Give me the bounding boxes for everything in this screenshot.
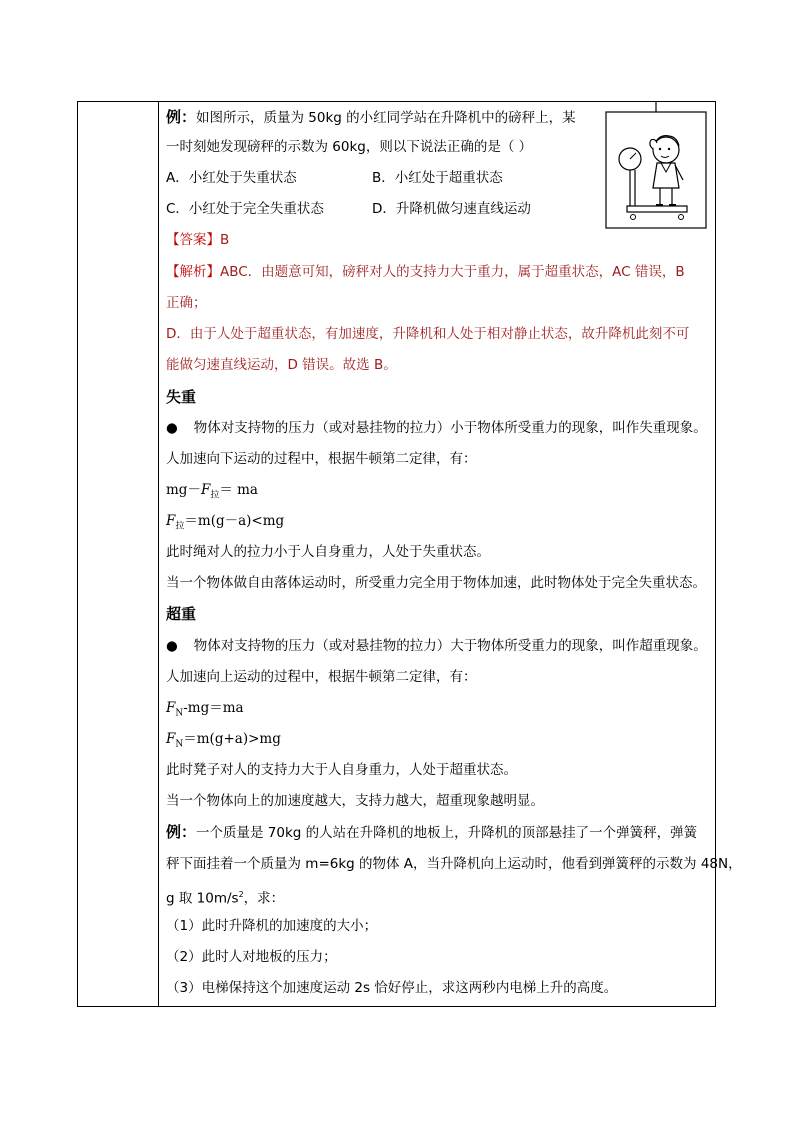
example2-question1: （1）此时升降机的加速度的大小；: [166, 918, 378, 934]
example1-question-line1: 例：如图所示，质量为 50kg 的小红同学站在升降机中的磅秤上，某: [166, 108, 576, 126]
analysis-line2: 正确；: [166, 295, 207, 311]
example-label: 例：: [166, 823, 197, 841]
example2-question3: （3）电梯保持这个加速度运动 2s 恰好停止，求这两秒内电梯上升的高度。: [166, 980, 618, 996]
answer-line: 【答案】B: [166, 232, 230, 248]
option-d: D．升降机做匀速直线运动: [372, 201, 531, 217]
analysis-line1: 【解析】ABC．由题意可知，磅秤对人的支持力大于重力，属于超重状态，AC 错误，B: [166, 264, 685, 280]
overweight-equation2: $F_N=m(g+a)>mg$: [166, 731, 281, 750]
analysis-line4: 能做匀速直线运动，D 错误。故选 B。: [166, 357, 397, 373]
weightless-line1: 人加速向下运动的过程中，根据牛顿第二定律，有：: [166, 451, 477, 467]
weightless-title: 失重: [166, 388, 197, 406]
bullet-icon: ●: [166, 420, 178, 436]
analysis-line3: D．由于人处于超重状态，有加速度，升降机和人处于相对静止状态，故升降机此刻不可: [166, 326, 690, 342]
overweight-line3: 当一个物体向上的加速度越大，支持力越大，超重现象越明显。: [166, 793, 544, 809]
overweight-definition: ● 物体对支持物的压力（或对悬挂物的拉力）大于物体所受重力的现象，叫作超重现象。: [166, 638, 707, 654]
option-c: C．小红处于完全失重状态: [166, 201, 324, 217]
example1-question-line2: 一时刻她发现磅秤的示数为 60kg，则以下说法正确的是（ ）: [166, 139, 533, 155]
overweight-line2: 此时凳子对人的支持力大于人自身重力，人处于超重状态。: [166, 762, 517, 778]
example2-line2: 秤下面挂着一个质量为 m=6kg 的物体 A，当升降机向上运动时，他看到弹簧秤的示数为 48N，: [166, 856, 742, 872]
example2-line1: 例：一个质量是 70kg 的人站在升降机的地板上，升降机的顶部悬挂了一个弹簧秤，弹簧: [166, 823, 698, 841]
weightless-line3: 当一个物体做自由落体运动时，所受重力完全用于物体加速，此时物体处于完全失重状态。: [166, 575, 706, 591]
weightless-equation1: $mg-F_拉=$ ma: [166, 482, 258, 501]
overweight-equation1: $F_N-mg=ma$: [166, 700, 244, 719]
option-b: B．小红处于超重状态: [372, 170, 503, 186]
weightless-definition: ● 物体对支持物的压力（或对悬挂物的拉力）小于物体所受重力的现象，叫作失重现象。: [166, 420, 707, 436]
example2-line3: g 取 $10m/s^2$，求：: [166, 890, 285, 907]
table-left-column: [78, 102, 159, 1006]
elevator-scale-figure: [605, 102, 707, 230]
example-label: 例：: [166, 108, 197, 126]
overweight-line1: 人加速向上运动的过程中，根据牛顿第二定律，有：: [166, 669, 477, 685]
bullet-icon: ●: [166, 638, 178, 654]
overweight-title: 超重: [166, 605, 197, 623]
example2-question2: （2）此时人对地板的压力；: [166, 949, 337, 965]
option-a: A．小红处于失重状态: [166, 170, 297, 186]
weightless-line2: 此时绳对人的拉力小于人自身重力，人处于失重状态。: [166, 544, 490, 560]
weightless-equation2: $F_拉=m(g-a)<mg$: [166, 513, 285, 532]
